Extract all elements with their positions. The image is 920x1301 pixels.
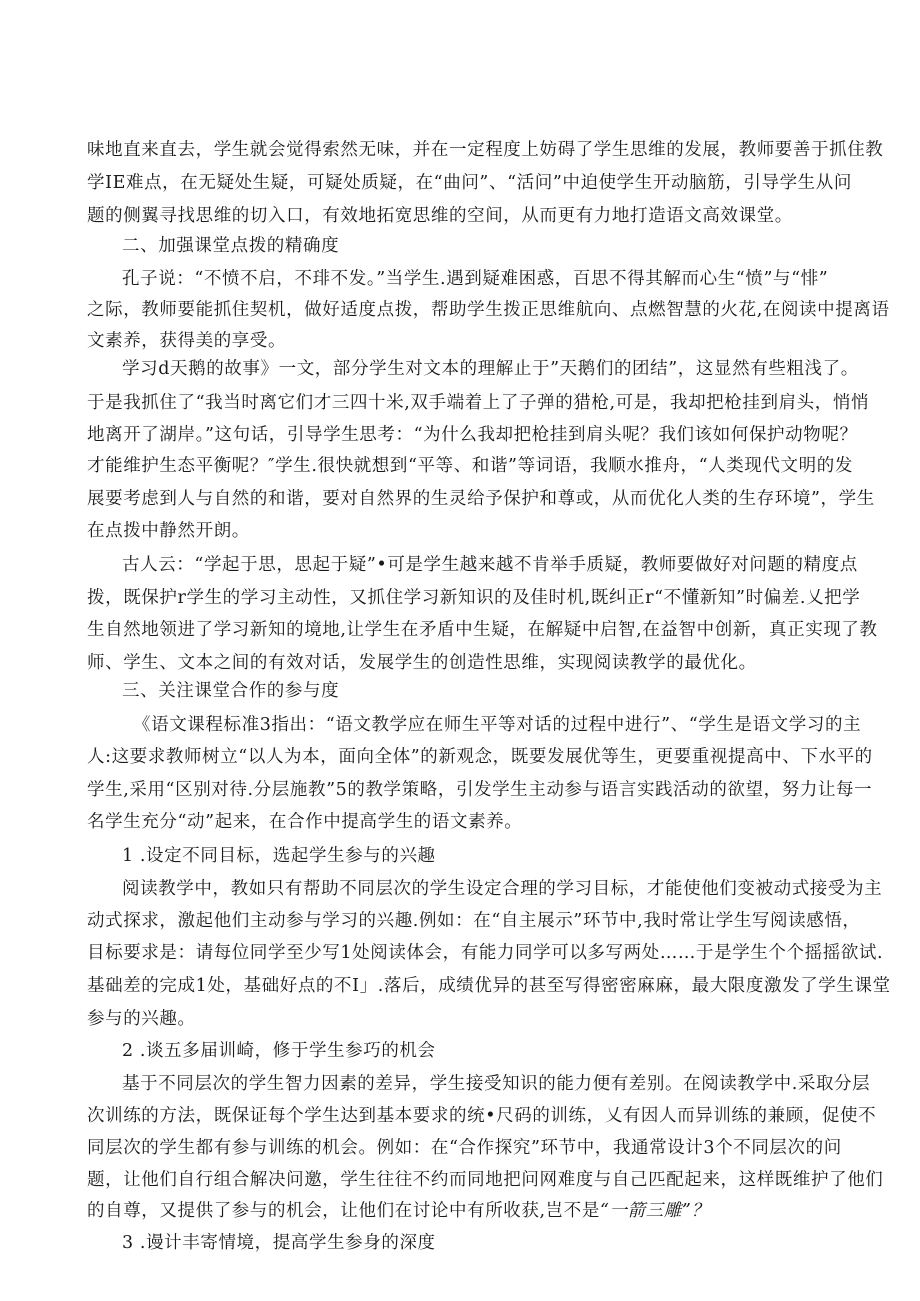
paragraph-line: 古人云：“学起于思，思起于疑”•可是学生越来越不肯举手质疑，教师要做好对问题的精度点 — [122, 555, 858, 575]
paragraph-line: 师、学生、文本之间的有效对话，发展学生的创造性思维，实现阅读教学的最优化。 — [87, 653, 757, 673]
paragraph-line: 基于不同层次的学生智力因素的差异，学生接受知识的能力便有差别。在阅读教学中.采取分层 — [122, 1074, 871, 1094]
paragraph-line: 味地直来直去，学生就会觉得索然无味，并在一定程度上妨碍了学生思维的发展，教师要善于抓住教 — [87, 140, 884, 160]
paragraph-line: 孔子说：“不愤不启，不琲不发。”当学生.遇到疑难困惑，百思不得其解而心生“愤”与“悱” — [122, 269, 829, 289]
section-heading-2: 二、加强课堂点拨的精确度 — [122, 236, 340, 256]
paragraph-line — [87, 1199, 710, 1223]
paragraph-line: 阅读教学中，教如只有帮助不同层次的学生设定合理的学习目标，才能使他们变被动式接受为主 — [122, 879, 883, 899]
paragraph-line: 参与的兴趣。 — [87, 1009, 196, 1029]
paragraph-line: 基础差的完成1处，基础好点的不I」.落后，成绩优异的甚至写得密密麻麻，最大限度激发了学生课堂 — [87, 976, 891, 996]
paragraph-line: 之际，教师要能抓住契机，做好适度点拨，帮助学生拨正思维航向、点燃智慧的火花,在阅读中提离语 — [87, 300, 890, 320]
subheading-1: 1 .设定不同目标，选起学生参与的兴趣 — [122, 846, 436, 866]
paragraph-line: 学习d天鹅的故事》一文，部分学生对文本的理解止于”天鹅们的团结”，这显然有些粗浅了。 — [122, 359, 859, 379]
paragraph-line: 名学生充分“动”起来，在合作中提高学生的语文素养。 — [87, 812, 523, 832]
paragraph-line: 生自然地领进了学习新知的境地,让学生在矛盾中生疑，在解疑中启智,在益智中创新，真正实现了教 — [87, 620, 878, 640]
subheading-3: 3 .谩计丰寄情境，提高学生参身的深度 — [122, 1233, 436, 1253]
paragraph-line: 人:这要求教师树立“以人为本，面向全体”的新观念，既要发展优等生，更要重视提高中、下水平的 — [87, 747, 873, 767]
paragraph-line: 于是我抓住了“我当时离它们才三四十米,双手端着上了子弹的猎枪,可是，我却把枪挂到肩头，悄悄 — [87, 393, 870, 413]
paragraph-line: 学IE难点，在无疑处生疑，可疑处质疑，在“曲问”、“活问”中迫使学生开动脑筋，引导学生从问 — [87, 173, 852, 193]
paragraph-line: 次训练的方法，既保证每个学生达到基本要求的统•尺码的训练，乂有因人而异训练的兼顾，促使不 — [87, 1106, 877, 1126]
paragraph-line: 展要考虑到人与自然的和谐，要对自然界的生灵给予保护和尊或，从而优化人类的生存环境”，学生 — [87, 489, 875, 509]
paragraph-line: 同层次的学生都有参与训练的机会。例如：在“合作探究”环节中，我通常设计3个不同层次的问 — [87, 1138, 842, 1158]
paragraph-line: 拨，既保护r学生的学习主动性，又抓住学习新知识的及佳时机,既纠正r“不懂新知”时偏差.乂把学 — [87, 588, 861, 608]
paragraph-line: 动式探求，激起他们主动参与学习的兴趣.例如：在“自主展示”环节中,我时常让学生写阅读感悟， — [87, 911, 861, 931]
paragraph-line: 题的侧翼寻找思维的切入口，有效地拓宽思维的空间，从而更有力地打造语文高效课堂。 — [87, 206, 793, 226]
paragraph-line: 在点拨中静然开朗。 — [87, 521, 250, 541]
paragraph-line: 文素养，获得美的享受。 — [87, 331, 287, 351]
paragraph-line: 才能维护生态平衡呢？″学生.很快就想到“平等、和谐”等词语，我顺水推舟，“人类现代文明的发 — [87, 456, 853, 476]
paragraph-line: 学生,采用“区别对待.分层施教”5的教学策略，引发学生主动参与语言实践活动的欲望，努力让每一 — [87, 780, 873, 800]
italic-quote: “一箭三雕”？ — [599, 1201, 710, 1221]
paragraph-text: 的自尊，又提供了参与的机会，让他们在讨论中有所收获,岂不是 — [87, 1201, 600, 1221]
subheading-2: 2 .谈五多届训崎，修于学生参巧的机会 — [122, 1041, 436, 1061]
section-heading-3: 三、关注课堂合作的参与度 — [122, 681, 340, 701]
paragraph-line: 题，让他们自行组合解决问邀，学生往往不约而同地把问网难度与自己匹配起来，这样既维护了他们 — [87, 1170, 884, 1190]
paragraph-line: 《语文课程标准3指出：“语文教学应在师生平等对话的过程中进行”、“学生是语文学习的主 — [133, 715, 862, 735]
paragraph-line: 目标要求是：请每位同学至少写1处阅读体会，有能力同学可以多写两处……于是学生个个摇摇欲试. — [87, 943, 884, 963]
paragraph-line: 地离开了湖岸。”这句话，引导学生思考：“为什么我却把枪挂到肩头呢？我们该如何保护动物呢？ — [87, 425, 858, 445]
